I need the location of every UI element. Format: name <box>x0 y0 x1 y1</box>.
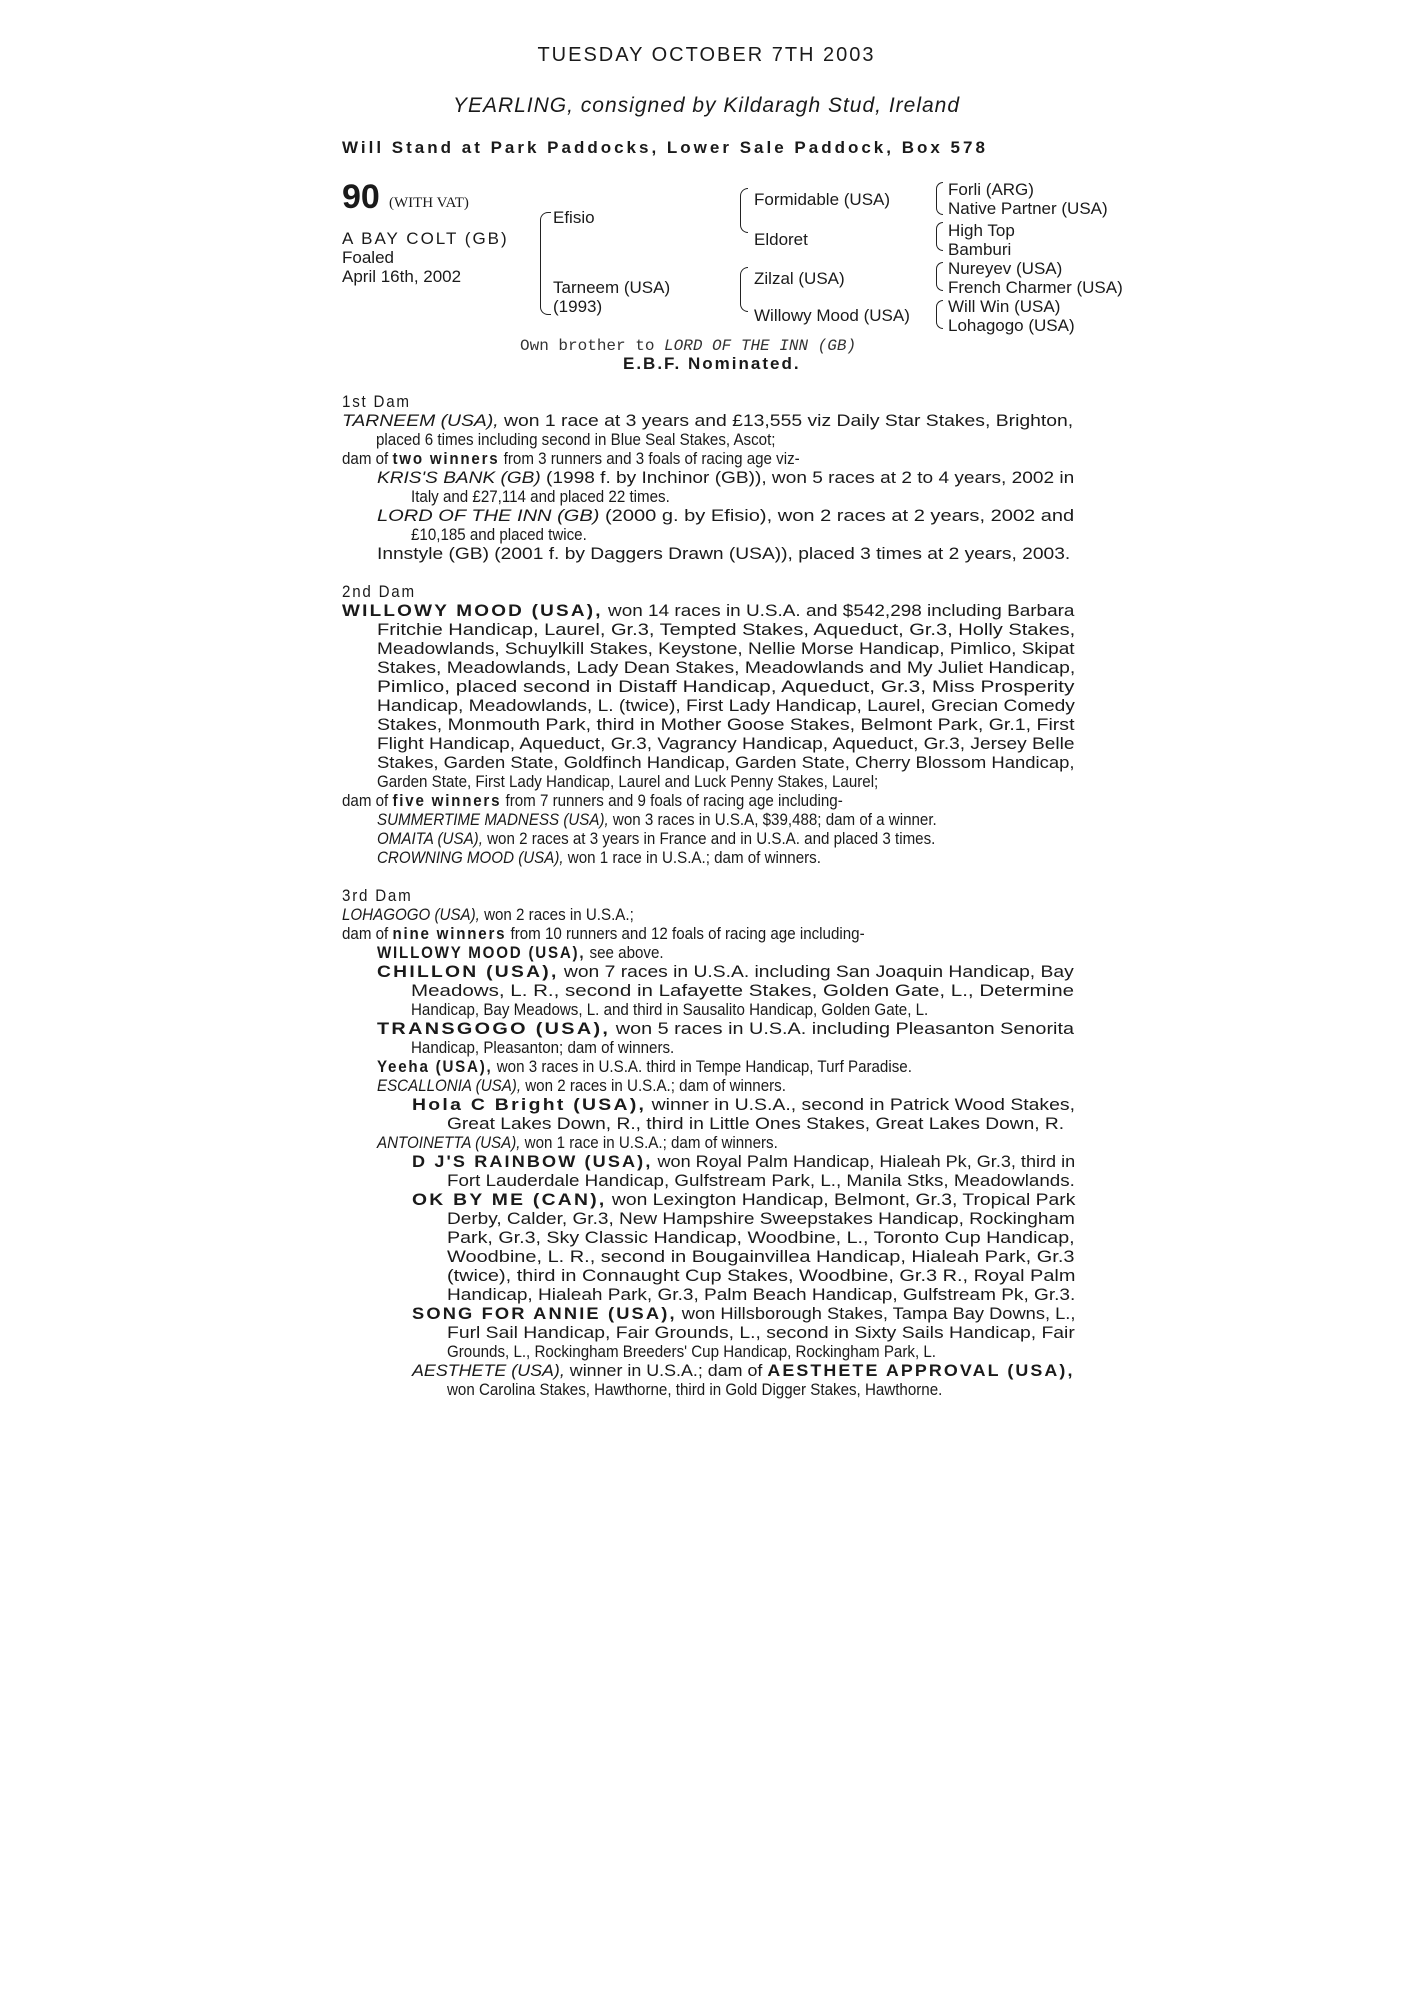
gg-brace-7 <box>936 300 943 315</box>
produce-line <box>377 943 664 962</box>
produce-line: won Carolina Stakes, Hawthorne, third in Gold Digger Stakes, Hawthorne. <box>447 1380 943 1399</box>
horse-name: SONG FOR ANNIE (USA), <box>412 1304 677 1323</box>
pedigree-gg-4: Bamburi <box>948 240 1012 259</box>
produce-line: Fort Lauderdale Handicap, Gulfstream Park, L., Manila Stks, Meadowlands. <box>447 1171 1075 1190</box>
produce-line <box>377 468 1074 487</box>
produce-line <box>412 1361 1075 1380</box>
sire-dam-brace-top <box>540 212 551 263</box>
horse-name: Yeeha (USA), <box>377 1057 493 1076</box>
section-heading: 3rd Dam <box>342 886 413 905</box>
horse-name: OMAITA (USA), <box>377 829 483 848</box>
dam-text-line: Stakes, Garden State, Goldfinch Handicap, Garden State, Cherry Blossom Handicap, <box>377 753 1075 772</box>
produce-line: Woodbine, L. R., second in Bougainvillea Handicap, Hialeah Park, Gr.3 <box>447 1247 1075 1266</box>
dam-text-line <box>342 924 865 943</box>
dam-text-line: Pimlico, placed second in Distaff Handicap, Aqueduct, Gr.3, Miss Prosperity <box>377 677 1075 696</box>
produce-line <box>412 1304 1075 1323</box>
produce-suffix: from 10 runners and 12 foals of racing age including- <box>506 924 865 943</box>
produce-prefix: dam of <box>342 924 393 943</box>
dam-record: won 2 races in U.S.A.; <box>479 905 634 924</box>
gg-brace-6 <box>936 276 943 291</box>
produce-line: Handicap, Bay Meadows, L. and third in Sausalito Handicap, Golden Gate, L. <box>411 1000 929 1019</box>
dam-record: won 14 races in U.S.A. and $542,298 including Barbara <box>602 601 1075 620</box>
horse-record: won 7 races in U.S.A. including San Joaquin Handicap, Bay <box>558 962 1074 981</box>
brother-prefix: Own brother to <box>520 337 665 355</box>
dam-line-brace-bottom <box>740 289 748 312</box>
pedigree-gg-6: French Charmer (USA) <box>948 278 1123 297</box>
horse-name: D J'S RAINBOW (USA), <box>412 1152 653 1171</box>
horse-record: winner in U.S.A.; dam of <box>564 1361 768 1380</box>
produce-line <box>377 1076 786 1095</box>
stand-location: Will Stand at Park Paddocks, Lower Sale Paddock, Box 578 <box>342 138 988 157</box>
gg-brace-4 <box>936 236 943 251</box>
vat-note: (WITH VAT) <box>389 195 469 211</box>
produce-line <box>377 810 937 829</box>
produce-prefix: dam of <box>342 449 393 468</box>
sale-date: TUESDAY OCTOBER 7TH 2003 <box>537 44 876 66</box>
sire-dam-brace-bottom <box>540 262 551 315</box>
dam-line-brace-top <box>740 267 748 290</box>
produce-line <box>412 1095 1075 1114</box>
pedigree-dam-sire: Zilzal (USA) <box>754 269 845 288</box>
dam-text-line <box>342 791 843 810</box>
winners-count: two winners <box>392 449 500 468</box>
dam-name: WILLOWY MOOD (USA), <box>342 601 603 620</box>
produce-line: Handicap, Pleasanton; dam of winners. <box>411 1038 675 1057</box>
horse-record: won 2 races in U.S.A.; dam of winners. <box>521 1076 786 1095</box>
produce-line <box>412 1190 1075 1209</box>
dam-text-line: Stakes, Meadowlands, Lady Dean Stakes, Meadowlands and My Juliet Handicap, <box>377 658 1076 677</box>
foaled-date: April 16th, 2002 <box>342 267 462 286</box>
gg-brace-3 <box>936 222 943 237</box>
horse-name: AESTHETE APPROVAL (USA), <box>767 1361 1075 1380</box>
dam-text-line <box>342 449 800 468</box>
produce-line <box>377 962 1074 981</box>
dam-text-line: Stakes, Monmouth Park, third in Mother Goose Stakes, Belmont Park, Gr.1, First <box>377 715 1075 734</box>
pedigree-sire-dam: Eldoret <box>754 230 808 249</box>
section-heading: 1st Dam <box>342 392 411 411</box>
dam-text-line <box>342 905 634 924</box>
pedigree-gg-1: Forli (ARG) <box>948 180 1034 199</box>
produce-line <box>377 1133 778 1152</box>
sire-line-brace-bottom <box>740 210 748 233</box>
winners-count: nine winners <box>392 924 507 943</box>
pedigree-gg-7: Will Win (USA) <box>948 297 1061 316</box>
horse-record: won Royal Palm Handicap, Hialeah Pk, Gr.3, third in <box>652 1152 1076 1171</box>
consignor-line: YEARLING, consigned by Kildaragh Stud, Ireland <box>452 94 961 117</box>
dam-name: TARNEEM (USA), <box>342 411 499 430</box>
gg-brace-5 <box>936 262 943 277</box>
dam-text-line: Garden State, First Lady Handicap, Laurel and Luck Penny Stakes, Laurel; <box>377 772 879 791</box>
produce-line <box>377 506 1074 525</box>
pedigree-sire: Efisio <box>553 208 595 227</box>
dam-text-line <box>342 411 1073 430</box>
produce-line <box>377 1057 912 1076</box>
own-brother-note <box>520 337 856 355</box>
horse-record: won 5 races in U.S.A. including Pleasanton Senorita <box>610 1019 1074 1038</box>
sire-line-brace-top <box>740 188 748 211</box>
produce-line: Handicap, Hialeah Park, Gr.3, Palm Beach Handicap, Gulfstream Pk, Gr.3. <box>447 1285 1076 1304</box>
horse-name: CROWNING MOOD (USA), <box>377 848 564 867</box>
gg-brace-8 <box>936 314 943 329</box>
dam-text-line: Handicap, Meadowlands, L. (twice), First Lady Handicap, Laurel, Grecian Comedy <box>377 696 1075 715</box>
produce-line: Park, Gr.3, Sky Classic Handicap, Woodbine, L., Toronto Cup Handicap, <box>447 1228 1075 1247</box>
horse-record: won 3 races in U.S.A. third in Tempe Handicap, Turf Paradise. <box>492 1057 912 1076</box>
gg-brace-2 <box>936 198 943 215</box>
horse-record: won Hillsborough Stakes, Tampa Bay Downs, L., <box>676 1304 1076 1323</box>
produce-line: Furl Sail Handicap, Fair Grounds, L., second in Sixty Sails Handicap, Fair <box>447 1323 1075 1342</box>
lot-number: 90 <box>342 178 380 216</box>
horse-name: LORD OF THE INN (GB) <box>377 506 600 525</box>
horse-record: (2000 g. by Efisio), won 2 races at 2 years, 2002 and <box>599 506 1075 525</box>
horse-name: OK BY ME (CAN), <box>412 1190 607 1209</box>
horse-name: AESTHETE (USA), <box>412 1361 565 1380</box>
dam-text-line: placed 6 times including second in Blue Seal Stakes, Ascot; <box>376 430 776 449</box>
brother-name: LORD OF THE INN (GB) <box>664 337 857 355</box>
lot-description: A BAY COLT (GB) <box>342 229 509 248</box>
pedigree-dam-year: (1993) <box>553 297 603 316</box>
dam-text-line <box>342 601 1074 620</box>
dam-text-line: Meadowlands, Schuylkill Stakes, Keystone, Nellie Morse Handicap, Pimlico, Skipat <box>377 639 1075 658</box>
horse-record: won 1 race in U.S.A.; dam of winners. <box>520 1133 778 1152</box>
produce-line <box>377 848 821 867</box>
produce-suffix: from 7 runners and 9 foals of racing age including- <box>501 791 843 810</box>
produce-line: Great Lakes Down, R., third in Little Ones Stakes, Great Lakes Down, R. <box>447 1114 1065 1133</box>
horse-record: won 3 races in U.S.A, $39,488; dam of a winner. <box>608 810 937 829</box>
section-heading: 2nd Dam <box>342 582 416 601</box>
horse-record: winner in U.S.A., second in Patrick Wood Stakes, <box>646 1095 1076 1114</box>
horse-record: won 1 race in U.S.A.; dam of winners. <box>563 848 821 867</box>
produce-line <box>377 829 935 848</box>
dam-text-line: Flight Handicap, Aqueduct, Gr.3, Vagrancy Handicap, Aqueduct, Gr.3, Jersey Belle <box>377 734 1075 753</box>
produce-line: Derby, Calder, Gr.3, New Hampshire Sweepstakes Handicap, Rockingham <box>447 1209 1075 1228</box>
pedigree-gg-2: Native Partner (USA) <box>948 199 1108 218</box>
dam-name: LOHAGOGO (USA), <box>342 905 480 924</box>
horse-name: WILLOWY MOOD (USA), <box>377 943 586 962</box>
produce-line: (twice), third in Connaught Cup Stakes, Woodbine, Gr.3 R., Royal Palm <box>447 1266 1076 1285</box>
horse-name: CHILLON (USA), <box>377 962 559 981</box>
produce-line <box>377 1019 1074 1038</box>
gg-brace-1 <box>936 182 943 199</box>
horse-record: won Lexington Handicap, Belmont, Gr.3, Tropical Park <box>606 1190 1076 1209</box>
horse-name: ANTOINETTA (USA), <box>377 1133 521 1152</box>
horse-name: ESCALLONIA (USA), <box>377 1076 522 1095</box>
dam-text-line: Fritchie Handicap, Laurel, Gr.3, Tempted Stakes, Aqueduct, Gr.3, Holly Stakes, <box>377 620 1076 639</box>
horse-name: TRANSGOGO (USA), <box>377 1019 611 1038</box>
pedigree-dam: Tarneem (USA) <box>553 278 671 297</box>
produce-line: Meadows, L. R., second in Lafayette Stakes, Golden Gate, L., Determine <box>411 981 1075 1000</box>
produce-prefix: dam of <box>342 791 393 810</box>
horse-record: (1998 f. by Inchinor (GB)), won 5 races at 2 to 4 years, 2002 in <box>540 468 1075 487</box>
produce-line: Innstyle (GB) (2001 f. by Daggers Drawn (USA)), placed 3 times at 2 years, 2003. <box>377 544 1071 563</box>
pedigree-gg-3: High Top <box>948 221 1015 240</box>
produce-line <box>412 1152 1075 1171</box>
pedigree-sire-sire: Formidable (USA) <box>754 190 891 209</box>
horse-name: Hola C Bright (USA), <box>412 1095 647 1114</box>
ebf-note: E.B.F. Nominated. <box>623 354 801 373</box>
horse-record: see above. <box>585 943 664 962</box>
foaled-label: Foaled <box>342 248 394 267</box>
produce-line: Grounds, L., Rockingham Breeders' Cup Handicap, Rockingham Park, L. <box>447 1342 936 1361</box>
horse-record: won 2 races at 3 years in France and in U.S.A. and placed 3 times. <box>482 829 936 848</box>
winners-count: five winners <box>392 791 502 810</box>
pedigree-dam-dam: Willowy Mood (USA) <box>754 306 910 325</box>
produce-suffix: from 3 runners and 3 foals of racing age viz- <box>499 449 800 468</box>
dam-record: won 1 race at 3 years and £13,555 viz Daily Star Stakes, Brighton, <box>498 411 1074 430</box>
produce-line: Italy and £27,114 and placed 22 times. <box>411 487 670 506</box>
horse-name: KRIS'S BANK (GB) <box>377 468 541 487</box>
pedigree-gg-8: Lohagogo (USA) <box>948 316 1075 335</box>
produce-line: £10,185 and placed twice. <box>411 525 587 544</box>
horse-name: SUMMERTIME MADNESS (USA), <box>377 810 609 829</box>
pedigree-gg-5: Nureyev (USA) <box>948 259 1063 278</box>
